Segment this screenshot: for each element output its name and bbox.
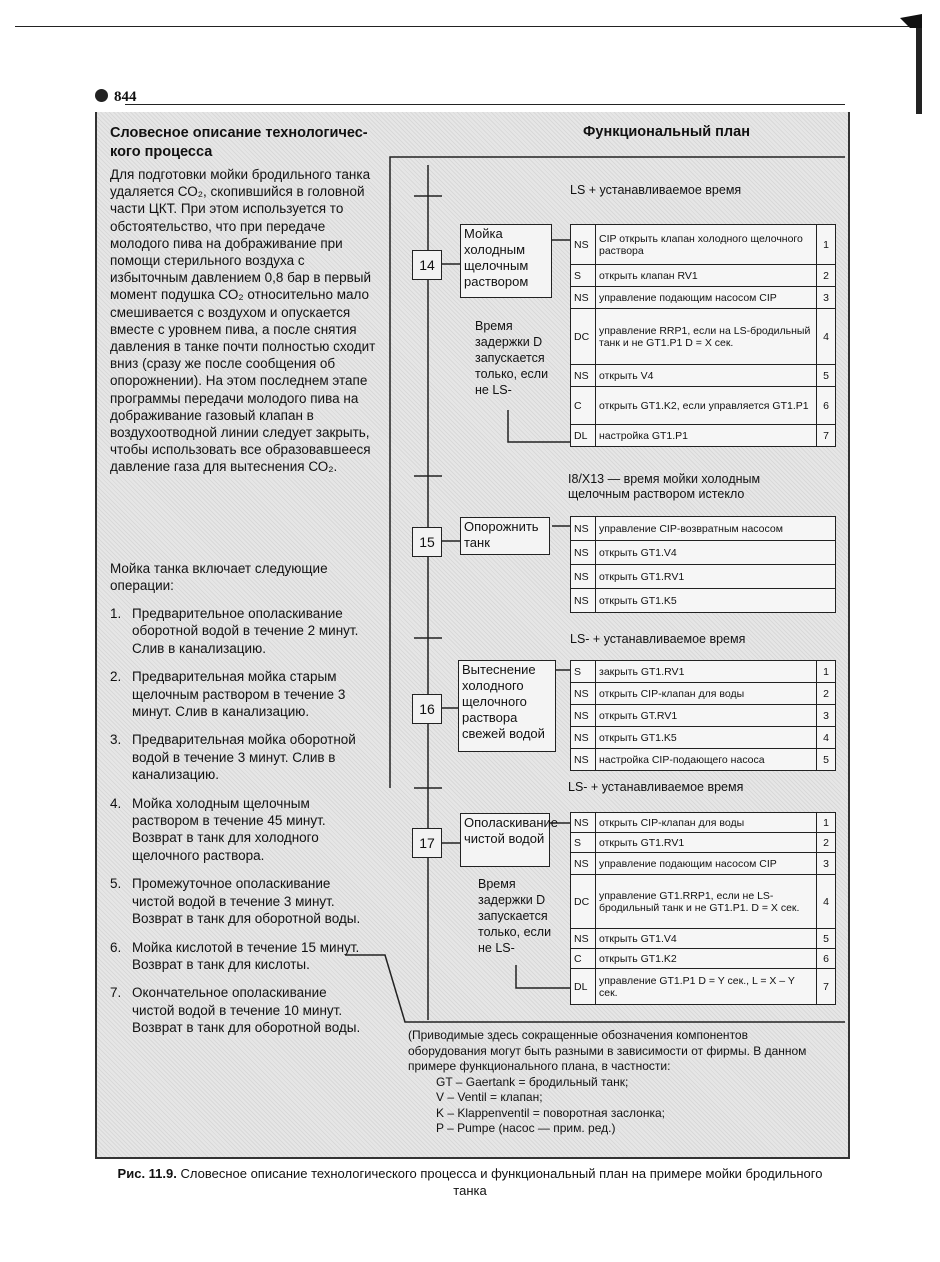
action-row: C открыть GT1.K2 6 bbox=[571, 949, 836, 969]
transition-label: LS- + устанавливаемое время bbox=[568, 780, 744, 794]
abbreviation-item: P – Pumpe (насос — прим. ред.) bbox=[436, 1121, 616, 1135]
action-row: NS управление CIP-возвратным насосом bbox=[571, 517, 836, 541]
left-title: Словесное описание технологичес-кого процесса bbox=[110, 125, 368, 160]
operation-item: 2. Предварительная мойка старым щелочным раствором в течение 3 минут. Слив в канализацию. bbox=[110, 669, 346, 720]
operation-item: 3. Предварительная мойка оборотной водой в течение 3 минут. Слив в канализацию. bbox=[110, 732, 356, 783]
abbreviations-intro: (Приводимые здесь сокращенные обозначения компонентов оборудования могут быть разными в зависимости от фирмы. В данном примере функционального плана, в частности: bbox=[408, 1028, 807, 1073]
action-row: S закрыть GT1.RV1 1 bbox=[571, 661, 836, 683]
action-row: DL управление GT1.P1 D = Y сек., L = X – Y сек. 7 bbox=[571, 969, 836, 1005]
operation-item: 1. Предварительное ополаскивание оборотной водой в течение 2 минут. Слив в канализацию. bbox=[110, 606, 359, 656]
step-15-box: 15 bbox=[412, 527, 442, 557]
step-16-box: 16 bbox=[412, 694, 442, 724]
step-17-actions bbox=[570, 812, 836, 1005]
action-row: NS управление подающим насосом CIP 3 bbox=[571, 287, 836, 309]
step-16-name: Вытеснение холодного щелочного раствора свежей водой bbox=[458, 660, 556, 752]
action-row: NS открыть GT1.K5 4 bbox=[571, 727, 836, 749]
abbreviation-item: V – Ventil = клапан; bbox=[436, 1090, 543, 1104]
page-number: 844 bbox=[95, 89, 137, 106]
abbreviations-note bbox=[408, 1028, 828, 1137]
step-17-box: 17 bbox=[412, 828, 442, 858]
action-row: NS открыть GT1.V4 bbox=[571, 541, 836, 565]
action-row: NS управление подающим насосом CIP 3 bbox=[571, 853, 836, 875]
operation-item: 7. Окончательное ополаскивание чистой водой в течение 10 минут. Возврат в танк для оборотной воды. bbox=[110, 985, 361, 1036]
step-14-actions bbox=[570, 224, 836, 447]
figure-caption bbox=[110, 1165, 830, 1199]
step-15-actions bbox=[570, 516, 836, 613]
caption-label: Рис. 11.9. bbox=[117, 1166, 177, 1181]
action-row: NS открыть GT1.V4 5 bbox=[571, 929, 836, 949]
step-14-name: Мойка холодным щелочным раствором bbox=[460, 224, 552, 298]
step-17-name: Ополаскивание чистой водой bbox=[460, 813, 550, 867]
abbreviation-item: GT – Gaertank = бродильный танк; bbox=[436, 1074, 629, 1089]
transition-label: LS- + устанавливаемое время bbox=[570, 632, 746, 646]
transition-label: I8/X13 — время мойки холодным щелочным раствором истекло bbox=[568, 472, 761, 501]
step-17-note: Время задержки D запускается только, если не LS- bbox=[478, 877, 552, 955]
step-15-name: Опорожнить танк bbox=[460, 517, 550, 555]
action-row: NS открыть V4 5 bbox=[571, 365, 836, 387]
right-title: Функциональный план bbox=[583, 124, 750, 140]
action-row: NS настройка CIP-подающего насоса 5 bbox=[571, 749, 836, 771]
action-row: NS открыть GT1.K5 bbox=[571, 589, 836, 613]
step-14-box: 14 bbox=[412, 250, 442, 280]
action-row: NS открыть GT.RV1 3 bbox=[571, 705, 836, 727]
operations-title: Мойка танка включает следующие операции: bbox=[110, 561, 328, 594]
action-row: S открыть клапан RV1 2 bbox=[571, 265, 836, 287]
abbreviation-item: K – Klappenventil = поворотная заслонка; bbox=[436, 1105, 666, 1120]
action-row: NS открыть GT1.RV1 bbox=[571, 565, 836, 589]
action-row: DC управление GT1.RRP1, если не LS-бродильный танк и не GT1.P1. D = X сек. 4 bbox=[571, 875, 836, 929]
action-row: NS открыть CIP-клапан для воды 2 bbox=[571, 683, 836, 705]
transition-label: LS + устанавливаемое время bbox=[570, 183, 742, 197]
action-row: C открыть GT1.K2, если управляется GT1.P1 6 bbox=[571, 387, 836, 425]
operation-item: 6. Мойка кислотой в течение 15 минут. Возврат в танк для кислоты. bbox=[110, 939, 360, 972]
action-row: DC управление RRP1, если на LS-бродильный танк и не GT1.P1 D = X сек. 4 bbox=[571, 309, 836, 365]
caption-text: Словесное описание технологического процесса и функциональный план на примере мойки бродильного танка bbox=[180, 1166, 823, 1198]
action-row: NS CIP открыть клапан холодного щелочного раствора 1 bbox=[571, 225, 836, 265]
intro-paragraph: Для подготовки мойки бродильного танка удаляется СО₂, скопившийся в головной части ЦКТ. При этом используется то обстоятельство, что при передаче молодого пива на дображивание при помощи стерильного воздуха с избыточным давлением 0,8 бар в первый момент подушка СО₂ относительно мало смешивается с воздухом и опускается вместе с уровнем пива, а после снятия давления в танке почти полностью сходит вниз (сразу же после сообщения об опорожнении). На этом последнем этапе программы передачи молодого пива на дображивание газовый клапан в воздухоотводной линии следует закрыть, чтобы использовать все образовавшееся давление газа для вытеснения СО₂. bbox=[110, 167, 376, 475]
action-row: DL настройка GT1.P1 7 bbox=[571, 425, 836, 447]
operation-item: 4. Мойка холодным щелочным раствором в течение 45 минут. Возврат в танк для холодного щелочного раствора. bbox=[110, 795, 326, 863]
step-14-note: Время задержки D запускается только, если не LS- bbox=[475, 319, 549, 397]
step-16-actions bbox=[570, 660, 836, 771]
action-row: NS открыть CIP-клапан для воды 1 bbox=[571, 813, 836, 833]
action-row: S открыть GT1.RV1 2 bbox=[571, 833, 836, 853]
operation-item: 5. Промежуточное ополаскивание чистой водой в течение 3 минут. Возврат в танк для оборотной воды. bbox=[110, 876, 361, 927]
